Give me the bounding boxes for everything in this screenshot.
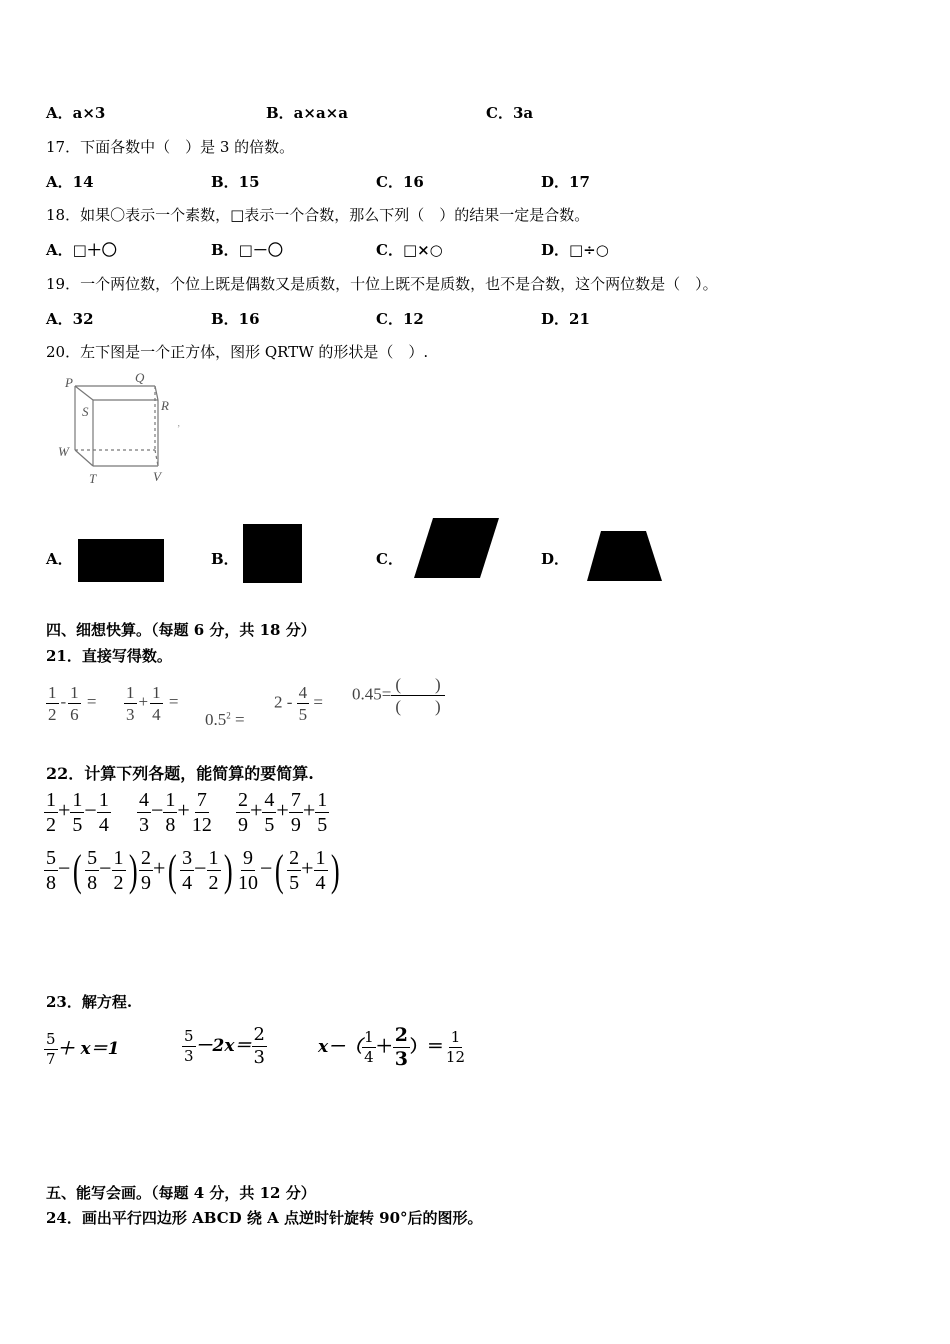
q22-expr-4: $\frac{5}{8}$ −( $\frac{5}{8}$ − $\frac{1}{2}$ ) [46, 845, 138, 895]
q17-option-d: D．17 [541, 173, 590, 191]
cube-label-t: T [89, 471, 97, 486]
q19-option-a: A．32 [46, 310, 94, 328]
q16-option-a: A．a×3 [46, 104, 106, 122]
shape-rectangle [78, 539, 164, 582]
q20-stem: 20．左下图是一个正方体，图形 QRTW 的形状是（ ）. [46, 343, 429, 361]
cube-label-s: S [82, 404, 89, 419]
q22-expr-1: $\frac{1}{2}$ + $\frac{1}{5}$ − $\frac{1}{4}$ [46, 789, 109, 836]
q23-equation-2: $\frac{5}{3}$ －2x＝ $\frac{2}{3}$ [184, 1024, 265, 1068]
q23-stem: 23．解方程. [46, 993, 133, 1011]
q17-option-b: B．15 [211, 173, 260, 191]
q23-equation-1: $\frac{5}{7}$ ＋ x＝1 [46, 1030, 120, 1068]
q20-option-c-label: C． [376, 550, 403, 568]
q18-option-d: D．□÷○ [541, 241, 609, 259]
q22-expr-3: $\frac{2}{9}$ + $\frac{4}{5}$ + $\frac{7}{9}$ + $\frac{1}{5}$ [238, 789, 328, 836]
section4-title: 四、细想快算。（每题 6 分，共 18 分） [46, 621, 316, 639]
cube-label-p: P [65, 375, 73, 390]
q24-stem: 24．画出平行四边形 ABCD 绕 A 点逆时针旋转 90°后的图形。 [46, 1209, 483, 1227]
q21-item-4: 2 - $\frac{4}{5}$ = [274, 683, 324, 724]
q22-expr-6: $\frac{9}{10}$ −( $\frac{2}{5}$ + $\frac{1}{4}$ ) [238, 845, 340, 895]
q17-stem: 17．下面各数中（ ）是 3 的倍数。 [46, 138, 295, 156]
q21-item-5: 0.45= $\frac{( )}{( )}$ [352, 676, 445, 715]
q20-option-a-label: A． [46, 550, 73, 568]
q22-stem: 22．计算下列各题，能简算的要简算. [46, 764, 314, 783]
q19-option-b: B．16 [211, 310, 260, 328]
cube-label-q: Q [135, 370, 145, 385]
q19-option-d: D．21 [541, 310, 590, 328]
q19-stem: 19．一个两位数，个位上既是偶数又是质数，十位上既不是质数，也不是合数，这个两位数是（ ）。 [46, 275, 718, 293]
cube-figure [55, 370, 190, 490]
cube-label-w: W [58, 444, 69, 459]
q17-option-c: C．16 [376, 173, 424, 191]
q21-item-3: $0.5^2$ = [205, 710, 245, 729]
q19-option-c: C．12 [376, 310, 424, 328]
q18-option-c: C．□×○ [376, 241, 443, 259]
q18-option-a: A．□＋〇 [46, 241, 117, 259]
cube-label-v: V [153, 469, 161, 484]
q16-option-b: B．a×a×a [266, 104, 348, 122]
q20-option-b-label: B． [211, 550, 239, 568]
q16-option-c: C．3a [486, 104, 534, 122]
shape-trapezoid [586, 530, 664, 582]
shape-parallelogram [413, 517, 501, 579]
svg-text:’: ’ [177, 424, 181, 435]
q21-stem: 21．直接写得数。 [46, 647, 172, 665]
q22-expr-5: $\frac{2}{9}$ +( $\frac{3}{4}$ − $\frac{1}{2}$ ) [141, 845, 233, 895]
q17-option-a: A．14 [46, 173, 94, 191]
q21-item-1: $\frac{1}{2}$ - $\frac{1}{6}$ = [48, 683, 97, 724]
section5-title: 五、能写会画。（每题 4 分，共 12 分） [46, 1184, 316, 1202]
q21-item-2: $\frac{1}{3}$ + $\frac{1}{4}$ = [126, 683, 179, 724]
q20-option-d-label: D． [541, 550, 570, 568]
q23-equation-3: x－（ $\frac{1}{4}$ ＋ $\frac{2}{3}$ ）＝ $\frac{1}{12}$ [318, 1024, 466, 1070]
shape-square [243, 524, 302, 583]
q18-option-b: B．□－〇 [211, 241, 283, 259]
q18-stem: 18．如果〇表示一个素数，□表示一个合数，那么下列（ ）的结果一定是合数。 [46, 206, 590, 224]
q22-expr-2: $\frac{4}{3}$ − $\frac{1}{8}$ + $\frac{7}{12}$ [139, 789, 212, 836]
cube-label-r: R [161, 398, 169, 413]
